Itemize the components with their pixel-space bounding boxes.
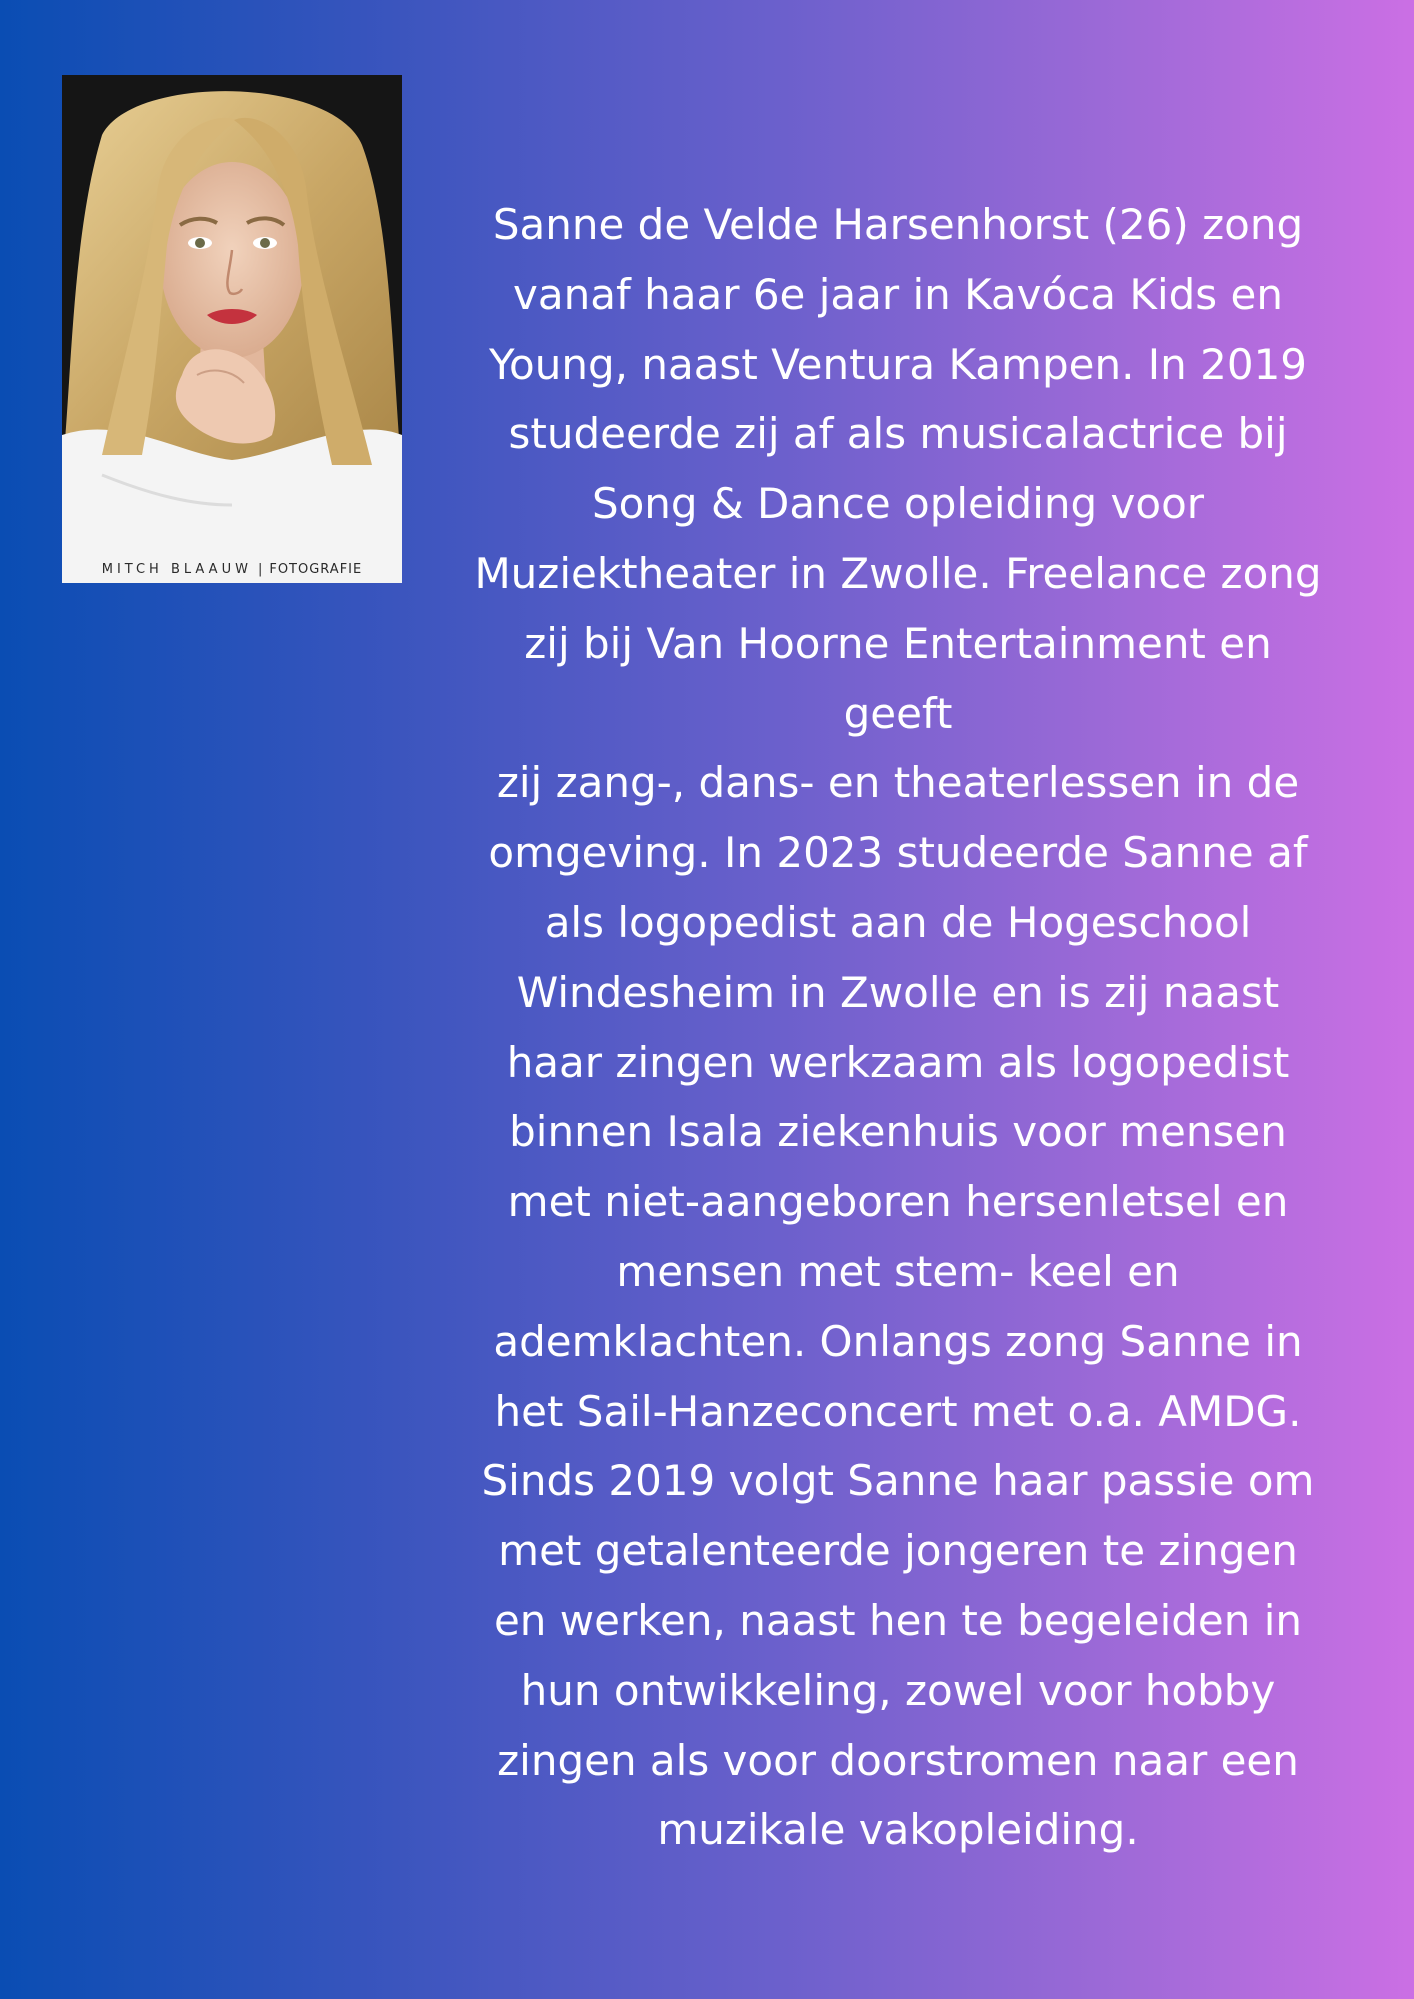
bio-line: Sanne de Velde Harsenhorst (26) zong xyxy=(492,200,1304,249)
bio-line: het Sail-Hanzeconcert met o.a. AMDG. xyxy=(494,1386,1302,1436)
bio-line: ademklachten. Onlangs zong Sanne in xyxy=(493,1316,1303,1366)
bio-line: Muziektheater in Zwolle. Freelance zong xyxy=(474,548,1322,598)
bio-line: Young, naast Ventura Kampen. In 2019 xyxy=(488,339,1308,389)
photo-credit-name: MITCH BLAAUW xyxy=(101,562,252,577)
bio-line: geeft xyxy=(843,688,953,738)
bio-line: met niet-aangeboren hersenletsel en xyxy=(507,1177,1289,1227)
bio-line: vanaf haar 6e jaar in Kavóca Kids en xyxy=(513,269,1283,319)
bio-line: met getalenteerde jongeren te zingen xyxy=(498,1526,1298,1576)
bio-line: omgeving. In 2023 studeerde Sanne af xyxy=(488,828,1308,878)
bio-line: Song & Dance opleiding voor xyxy=(591,479,1205,529)
photo-credit xyxy=(62,562,402,577)
bio-line: haar zingen werkzaam als logopedist xyxy=(506,1037,1290,1087)
bio-line: studeerde zij af als musicalactrice bij xyxy=(508,409,1288,459)
photo-credit-label: FOTOGRAFIE xyxy=(269,562,363,577)
bio-line: Windesheim in Zwolle en is zij naast xyxy=(516,967,1280,1017)
bio-line: binnen Isala ziekenhuis voor mensen xyxy=(509,1107,1287,1157)
portrait-image xyxy=(62,75,402,583)
bio-line: Sinds 2019 volgt Sanne haar passie om xyxy=(481,1456,1315,1506)
photo-credit-separator: | xyxy=(257,562,264,577)
bio-line: muzikale vakopleiding. xyxy=(657,1805,1139,1855)
bio-line: zingen als voor doorstromen naar een xyxy=(497,1735,1299,1785)
bio-line: en werken, naast hen te begeleiden in xyxy=(493,1595,1303,1645)
portrait-photo xyxy=(62,75,402,583)
bio-line: als logopedist aan de Hogeschool xyxy=(544,897,1252,947)
bio-line: zij bij Van Hoorne Entertainment en xyxy=(524,618,1272,668)
bio-line: hun ontwikkeling, zowel voor hobby xyxy=(520,1665,1276,1715)
bio-line: zij zang-, dans- en theaterlessen in de xyxy=(496,758,1300,808)
bio-line: mensen met stem- keel en xyxy=(616,1246,1180,1296)
bio-text xyxy=(432,190,1364,1865)
